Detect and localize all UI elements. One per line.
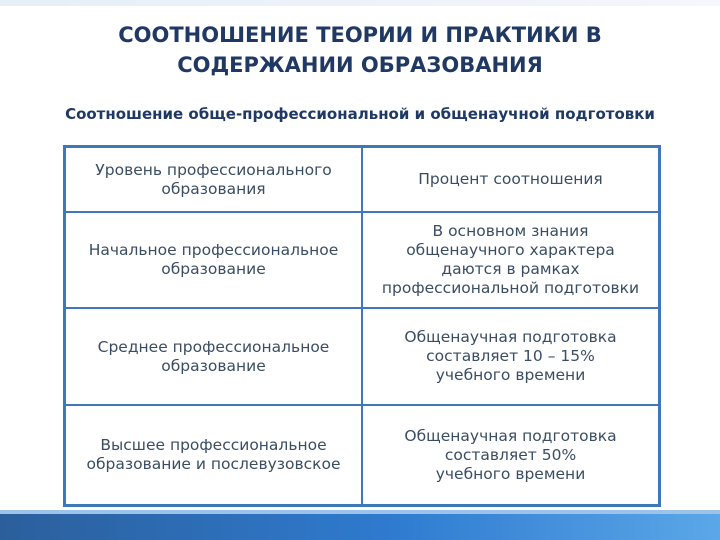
level-text: Среднее профессиональное образование	[97, 337, 330, 375]
level-text: Высшее профессиональное образование и послевузовское	[86, 436, 341, 473]
header-cell-percent	[363, 148, 658, 213]
header-percent-text: Процент соотношения	[418, 170, 603, 188]
slide-title	[60, 20, 660, 80]
header-cell-level	[66, 148, 363, 213]
top-decoration	[0, 0, 720, 6]
table-cell-level-2	[66, 309, 363, 406]
table-cell-level-1	[66, 213, 363, 309]
percent-text: Общенаучная подготовка составляет 10 – 15% учебного времени	[404, 328, 617, 384]
bottom-decoration-band	[0, 514, 720, 540]
table-cell-percent-3	[363, 406, 658, 504]
header-level-text: Уровень профессионального образования	[95, 160, 332, 198]
table-cell-percent-1	[363, 213, 658, 309]
percent-text: Общенаучная подготовка составляет 50% учебного времени	[404, 426, 617, 483]
comparison-table	[63, 145, 661, 507]
level-text: Начальное профессиональное образование	[88, 241, 339, 278]
table-cell-level-3	[66, 406, 363, 504]
slide-title-text: СООТНОШЕНИЕ ТЕОРИИ И ПРАКТИКИ В СОДЕРЖАНИИ ОБРАЗОВАНИЯ	[118, 23, 602, 77]
percent-text: В основном знания общенаучного характера даются в рамках профессиональной подготовки	[381, 222, 640, 297]
slide-subtitle: Соотношение обще-профессиональной и общенаучной подготовки	[65, 105, 655, 123]
table-cell-percent-2	[363, 309, 658, 406]
table-grid	[66, 148, 658, 504]
